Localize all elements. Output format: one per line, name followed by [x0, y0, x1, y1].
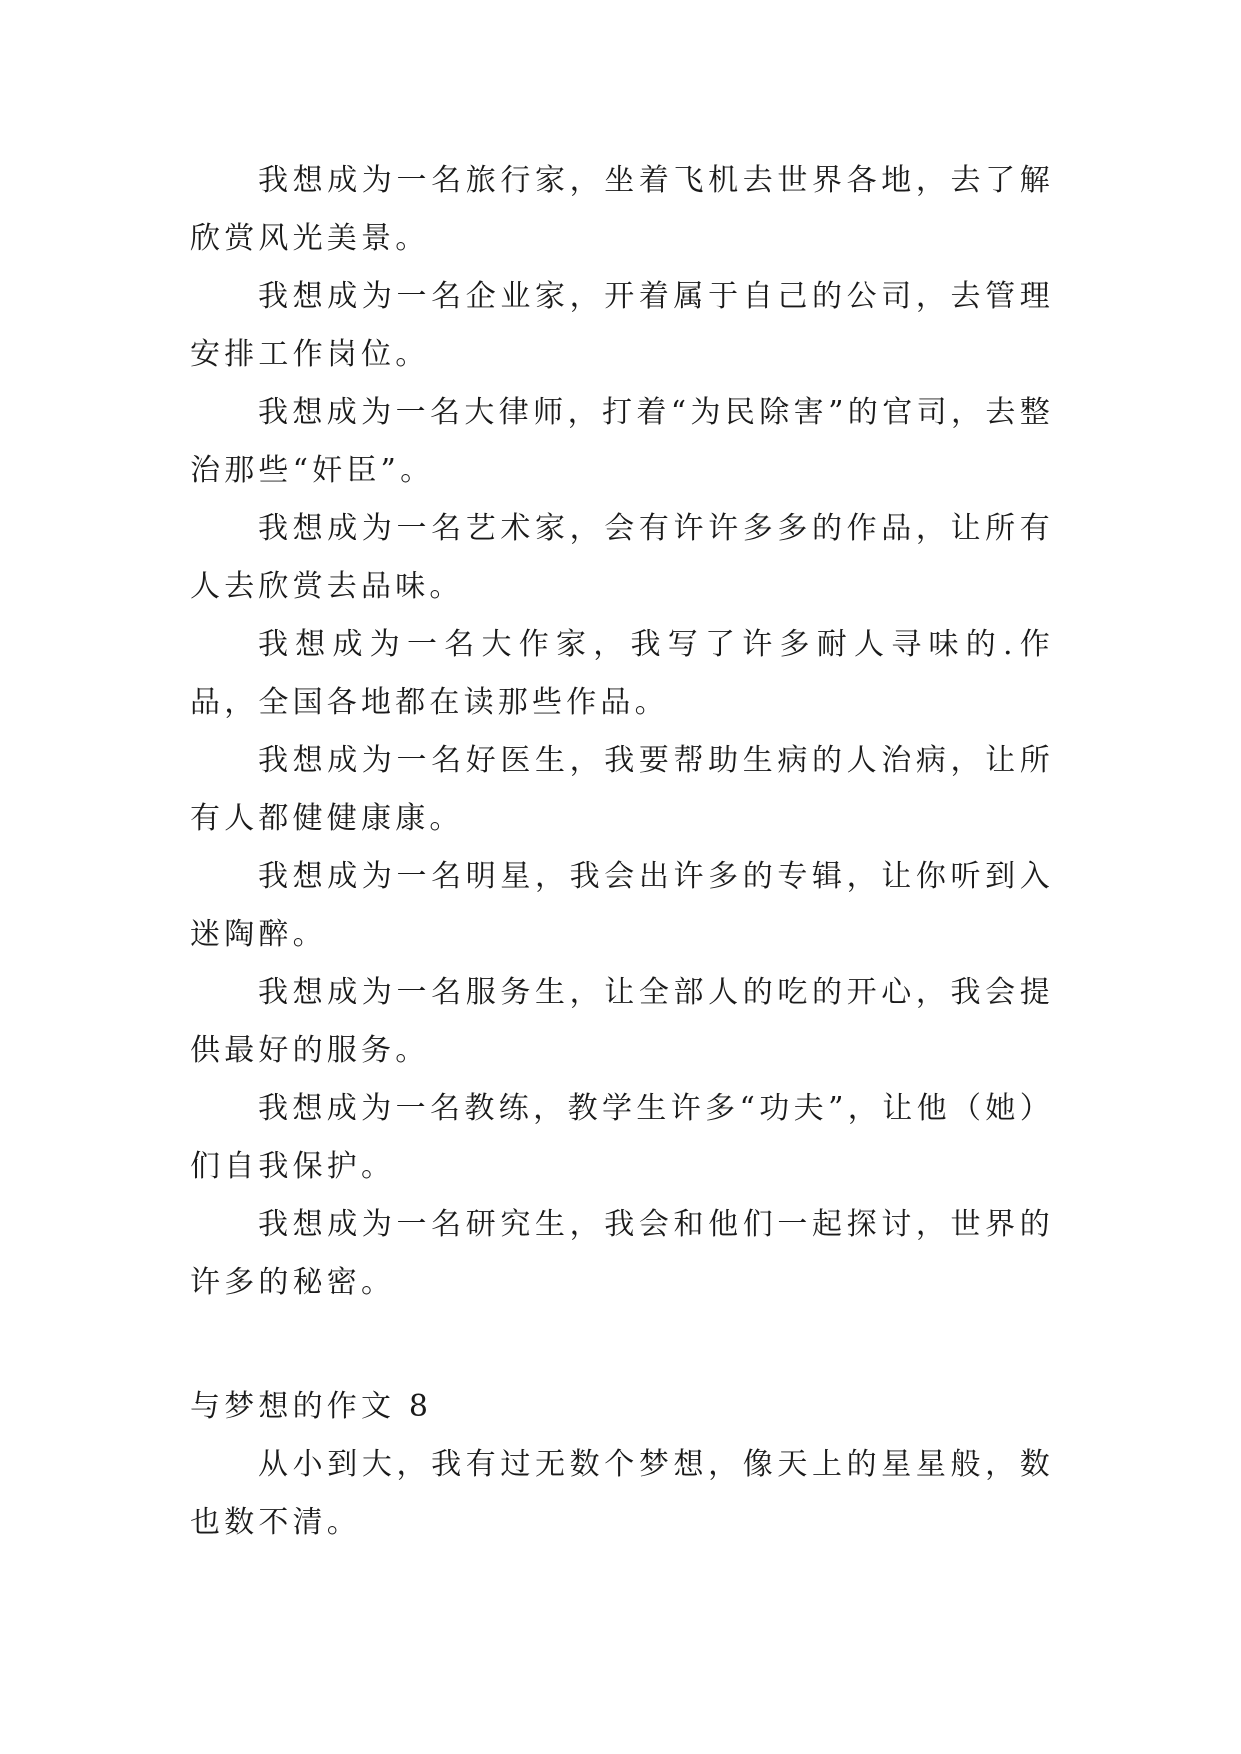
- section-8: [190, 1378, 1054, 1552]
- paragraph-researcher: 我想成为一名研究生，我会和他们一起探讨，世界的许多的秘密。: [190, 1207, 1054, 1300]
- paragraph-doctor: 我想成为一名好医生，我要帮助生病的人治病，让所有人都健健康康。: [190, 743, 1054, 836]
- paragraph-star: 我想成为一名明星，我会出许多的专辑，让你听到入迷陶醉。: [190, 859, 1054, 952]
- essay-body: [190, 152, 1054, 1312]
- paragraph-traveler: 我想成为一名旅行家，坐着飞机去世界各地，去了解欣赏风光美景。: [190, 163, 1054, 256]
- paragraph-writer: 我想成为一名大作家，我写了许多耐人寻味的.作品，全国各地都在读那些作品。: [190, 627, 1054, 720]
- paragraph-entrepreneur: 我想成为一名企业家，开着属于自己的公司，去管理安排工作岗位。: [190, 279, 1054, 372]
- paragraph-artist: 我想成为一名艺术家，会有许许多多的作品，让所有人去欣赏去品味。: [190, 511, 1054, 604]
- paragraph-lawyer: 我想成为一名大律师，打着“为民除害”的官司，去整治那些“奸臣”。: [190, 395, 1054, 488]
- paragraph-intro: 从小到大，我有过无数个梦想，像天上的星星般，数也数不清。: [190, 1447, 1054, 1540]
- paragraph-waiter: 我想成为一名服务生，让全部人的吃的开心，我会提供最好的服务。: [190, 975, 1054, 1068]
- paragraph-coach: 我想成为一名教练，教学生许多“功夫”，让他（她）们自我保护。: [190, 1091, 1054, 1184]
- section-heading: 与梦想的作文 8: [190, 1389, 433, 1424]
